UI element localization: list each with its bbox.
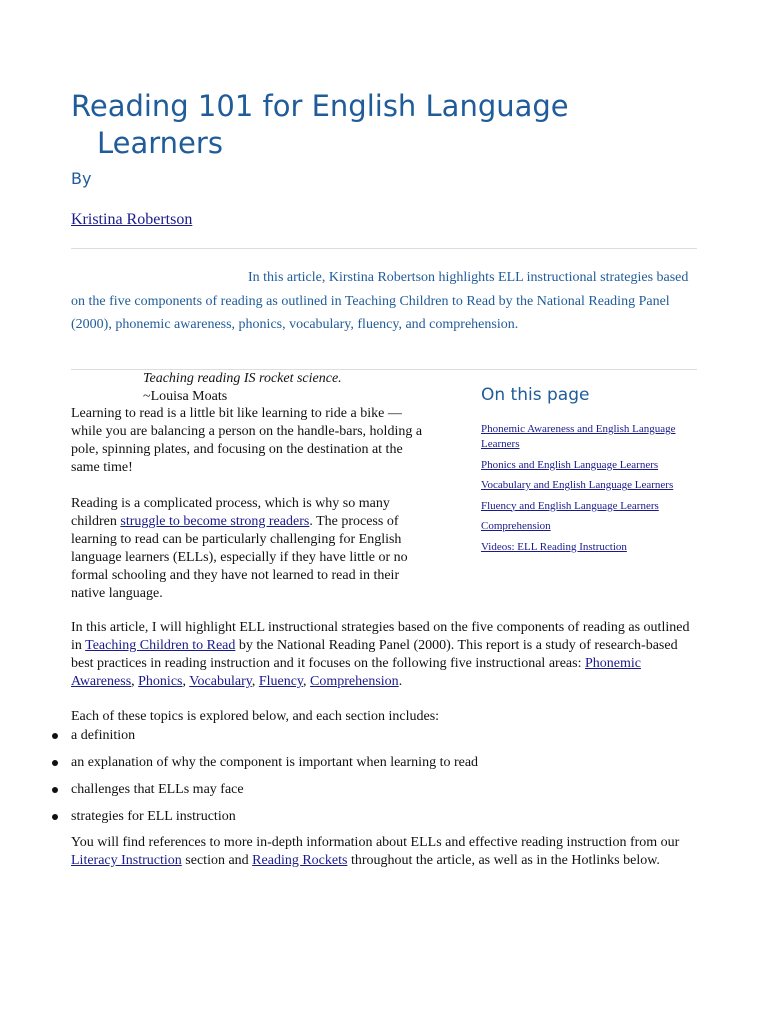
- toc-link-fluency[interactable]: Fluency and English Language Learners: [481, 499, 659, 512]
- separator: ,: [131, 674, 139, 689]
- epigraph-text: Teaching reading IS rocket science.: [143, 371, 342, 386]
- divider: [71, 248, 697, 249]
- author-link[interactable]: Kristina Robertson: [71, 211, 193, 228]
- toc-item: [481, 519, 711, 534]
- paragraph-references: [71, 834, 697, 870]
- bullet-icon: [52, 814, 58, 820]
- on-this-page-box: [481, 384, 711, 553]
- list-item: [71, 781, 478, 808]
- link-teaching-children-to-read[interactable]: Teaching Children to Read: [85, 638, 236, 653]
- separator: ,: [303, 674, 311, 689]
- toc-title: On this page: [481, 385, 590, 405]
- toc-link-phonics[interactable]: Phonics and English Language Learners: [481, 458, 659, 471]
- text-span: section and: [181, 853, 253, 868]
- bullet-icon: [52, 733, 58, 739]
- toc-item: [481, 422, 711, 452]
- toc-link-vocabulary[interactable]: Vocabulary and English Language Learners: [481, 479, 674, 491]
- list-item-text: strategies for ELL instruction: [71, 809, 236, 824]
- paragraph-reading-complicated: [71, 495, 431, 603]
- toc-link-phonemic-awareness[interactable]: Phonemic Awareness and English Language Learners: [481, 423, 676, 450]
- section-includes-list: [71, 727, 478, 835]
- link-phonics[interactable]: Phonics: [138, 674, 183, 689]
- list-item-text: challenges that ELLs may face: [71, 782, 244, 797]
- article-title-line1: Reading 101 for English Language: [71, 89, 569, 123]
- separator: ,: [251, 674, 259, 689]
- list-item: [71, 754, 478, 781]
- link-phonemic-awareness[interactable]: Phonemic Awareness: [71, 656, 641, 689]
- article-title: [71, 88, 691, 162]
- paragraph-bike-analogy: Learning to read is a little bit like learning to ride a bike — while you are balancing a person on the handle-bars, holding a pole, spinning plates, and focusing on the destination at the same time!: [71, 406, 423, 475]
- text-span: . The process of learning to read can be particularly challenging for English language learners (ELLs), especially if they have little or no formal schooling and they have not learned to read in their native language.: [71, 514, 408, 601]
- separator: ,: [182, 674, 190, 689]
- list-item-text: an explanation of why the component is important when learning to read: [71, 755, 479, 770]
- end-period: .: [398, 674, 403, 689]
- bullet-icon: [52, 787, 58, 793]
- epigraph: [143, 370, 342, 406]
- article-title-line2: Learners: [97, 126, 223, 160]
- toc-item: [481, 478, 711, 493]
- toc-item: [481, 540, 711, 555]
- link-literacy-instruction[interactable]: Literacy Instruction: [71, 853, 182, 868]
- text-span: throughout the article, as well as in the Hotlinks below.: [347, 853, 660, 868]
- link-reading-rockets[interactable]: Reading Rockets: [252, 853, 348, 868]
- text-span: You will find references to more in-depth information about ELLs and effective reading instruction from our: [71, 835, 680, 850]
- bullet-icon: [52, 760, 58, 766]
- link-struggling-readers[interactable]: struggle to become strong readers: [120, 514, 310, 529]
- toc-item: [481, 499, 711, 514]
- epigraph-attribution: ~Louisa Moats: [143, 389, 228, 404]
- list-item: [71, 727, 478, 754]
- byline-label: By: [71, 169, 92, 188]
- toc-item: [481, 458, 711, 473]
- text-span: In this article, I will highlight ELL instructional strategies based on the five components of reading as outlined in: [71, 620, 690, 653]
- text-span: by the National Reading Panel (2000). This report is a study of research-based best practices in reading instruction and it focuses on the following five instructional areas:: [71, 638, 678, 671]
- text-span: Reading is a complicated process, which is why so many children: [71, 496, 390, 529]
- article-summary: In this article, Kirstina Robertson highlights ELL instructional strategies based on the five components of reading as outlined in Teaching Children to Read by the National Reading Panel (2000), phonemic awareness, phonics, vocabulary, fluency, and comprehension.: [71, 270, 689, 332]
- toc-link-videos[interactable]: Videos: ELL Reading Instruction: [481, 540, 627, 553]
- link-comprehension[interactable]: Comprehension: [310, 674, 399, 689]
- list-item: [71, 808, 478, 835]
- link-fluency[interactable]: Fluency: [258, 674, 304, 689]
- list-item-text: a definition: [71, 728, 136, 743]
- toc-list: [481, 422, 711, 560]
- link-vocabulary[interactable]: Vocabulary: [189, 674, 252, 689]
- toc-link-comprehension[interactable]: Comprehension: [481, 520, 551, 532]
- paragraph-five-components: [71, 619, 697, 691]
- paragraph-topics-intro: Each of these topics is explored below, and each section includes:: [71, 709, 440, 724]
